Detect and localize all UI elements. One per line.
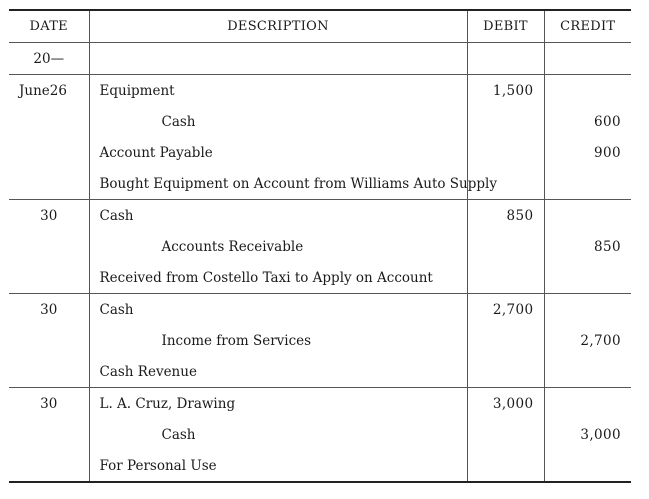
general-journal-table (9, 9, 631, 483)
credit-cell: 850 (544, 231, 631, 262)
debit-cell (467, 106, 544, 137)
debit-cell (467, 356, 544, 388)
table-row (9, 294, 631, 326)
credit-cell: 900 (544, 137, 631, 168)
debit-cell (467, 419, 544, 450)
entry-date-cell (9, 75, 89, 107)
debit-cell (467, 262, 544, 294)
debit-cell (467, 231, 544, 262)
year-cell: 20— (9, 43, 89, 75)
credit-cell (544, 388, 631, 420)
table-row (9, 325, 631, 356)
credit-cell (544, 356, 631, 388)
empty-cell (9, 419, 89, 450)
table-row (9, 200, 631, 232)
description-column-header: DESCRIPTION (89, 10, 467, 43)
empty-cell (9, 231, 89, 262)
description-cell: Cash (89, 294, 467, 326)
entry-day: 26 (49, 82, 67, 99)
credit-cell (544, 75, 631, 107)
credit-cell (544, 200, 631, 232)
empty-cell (9, 325, 89, 356)
empty-cell (544, 43, 631, 75)
debit-column-header: DEBIT (467, 10, 544, 43)
credit-cell (544, 450, 631, 482)
header-row (9, 10, 631, 43)
description-cell: Accounts Receivable (89, 231, 467, 262)
description-cell: Equipment (89, 75, 467, 107)
table-row (9, 168, 631, 200)
description-cell: Income from Services (89, 325, 467, 356)
debit-cell: 850 (467, 200, 544, 232)
date-column-header: DATE (9, 10, 89, 43)
description-cell: Cash (89, 106, 467, 137)
table-row (9, 450, 631, 482)
explanation-cell: Received from Costello Taxi to Apply on Account (89, 262, 467, 294)
explanation-cell: For Personal Use (89, 450, 467, 482)
credit-column-header: CREDIT (544, 10, 631, 43)
table-row (9, 106, 631, 137)
empty-cell (9, 168, 89, 200)
debit-cell: 1,500 (467, 75, 544, 107)
empty-cell (89, 43, 467, 75)
entry-date-cell: 30 (40, 207, 58, 224)
empty-cell (9, 356, 89, 388)
empty-cell (9, 137, 89, 168)
debit-cell (467, 450, 544, 482)
empty-cell (467, 43, 544, 75)
description-cell: Cash (89, 419, 467, 450)
description-cell: L. A. Cruz, Drawing (89, 388, 467, 420)
credit-cell: 3,000 (544, 419, 631, 450)
table-row (9, 419, 631, 450)
debit-cell: 2,700 (467, 294, 544, 326)
empty-cell (9, 450, 89, 482)
credit-cell: 600 (544, 106, 631, 137)
explanation-cell: Bought Equipment on Account from Williams Auto Supply (89, 168, 467, 200)
entry-date-cell: 30 (40, 395, 58, 412)
entry-month: June (19, 82, 50, 99)
description-cell: Cash (89, 200, 467, 232)
credit-cell: 2,700 (544, 325, 631, 356)
explanation-cell: Cash Revenue (89, 356, 467, 388)
debit-cell: 3,000 (467, 388, 544, 420)
debit-cell (467, 325, 544, 356)
table-row (9, 356, 631, 388)
table-row (9, 75, 631, 107)
empty-cell (9, 106, 89, 137)
description-cell: Account Payable (89, 137, 467, 168)
debit-cell (467, 137, 544, 168)
credit-cell (544, 294, 631, 326)
journal-header (9, 10, 631, 43)
table-row (9, 231, 631, 262)
year-row (9, 43, 631, 75)
table-row (9, 262, 631, 294)
credit-cell (544, 262, 631, 294)
entry-date-cell: 30 (40, 301, 58, 318)
table-row (9, 388, 631, 420)
empty-cell (9, 262, 89, 294)
credit-cell (544, 168, 631, 200)
table-row (9, 137, 631, 168)
journal-body (9, 43, 631, 483)
